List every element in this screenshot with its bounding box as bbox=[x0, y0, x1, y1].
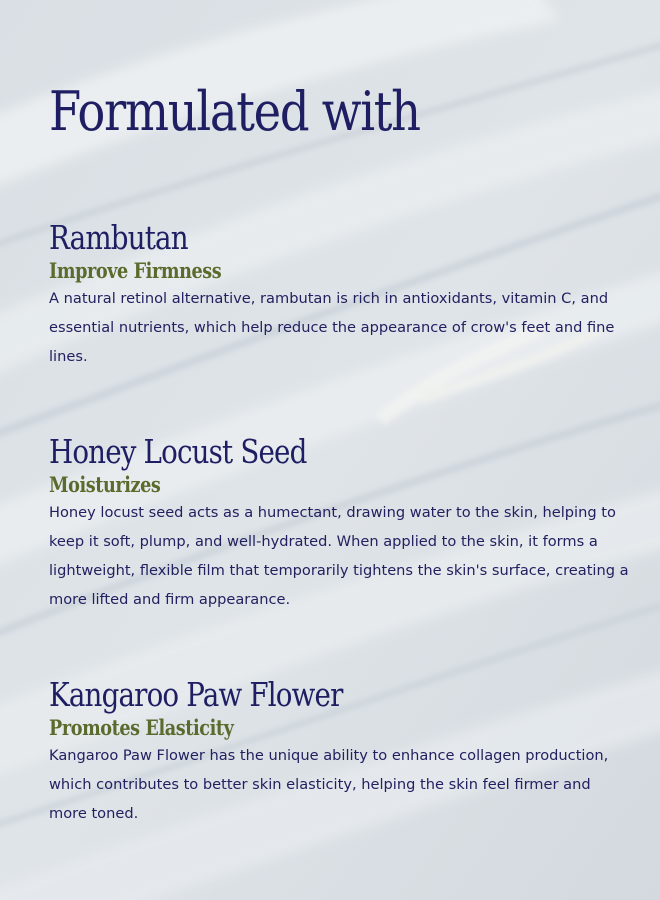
ingredient-name: Rambutan bbox=[49, 218, 188, 257]
ingredient-benefit: Moisturizes bbox=[49, 472, 161, 497]
ingredient-kangaroo-paw-flower bbox=[49, 675, 629, 828]
ingredient-description: A natural retinol alternative, rambutan is rich in antioxidants, vitamin C, and essential nutrients, which help reduce the appearance of crow's feet and fine lines. bbox=[49, 290, 615, 365]
ingredient-benefit: Improve Firmness bbox=[49, 258, 222, 283]
ingredient-honey-locust-seed bbox=[49, 432, 629, 614]
page-title: Formulated with bbox=[49, 80, 420, 143]
ingredient-rambutan bbox=[49, 218, 629, 371]
ingredient-description: Kangaroo Paw Flower has the unique ability to enhance collagen production, which contributes to better skin elasticity, helping the skin feel firmer and more toned. bbox=[49, 747, 609, 822]
ingredient-description: Honey locust seed acts as a humectant, drawing water to the skin, helping to keep it soft, plump, and well-hydrated. When applied to the skin, it forms a lightweight, flexible film that temporarily tightens the skin's surface, creating a more lifted and firm appearance. bbox=[49, 504, 629, 608]
ingredient-benefit: Promotes Elasticity bbox=[49, 715, 234, 740]
ingredient-name: Honey Locust Seed bbox=[49, 432, 307, 471]
ingredient-name: Kangaroo Paw Flower bbox=[49, 675, 343, 714]
